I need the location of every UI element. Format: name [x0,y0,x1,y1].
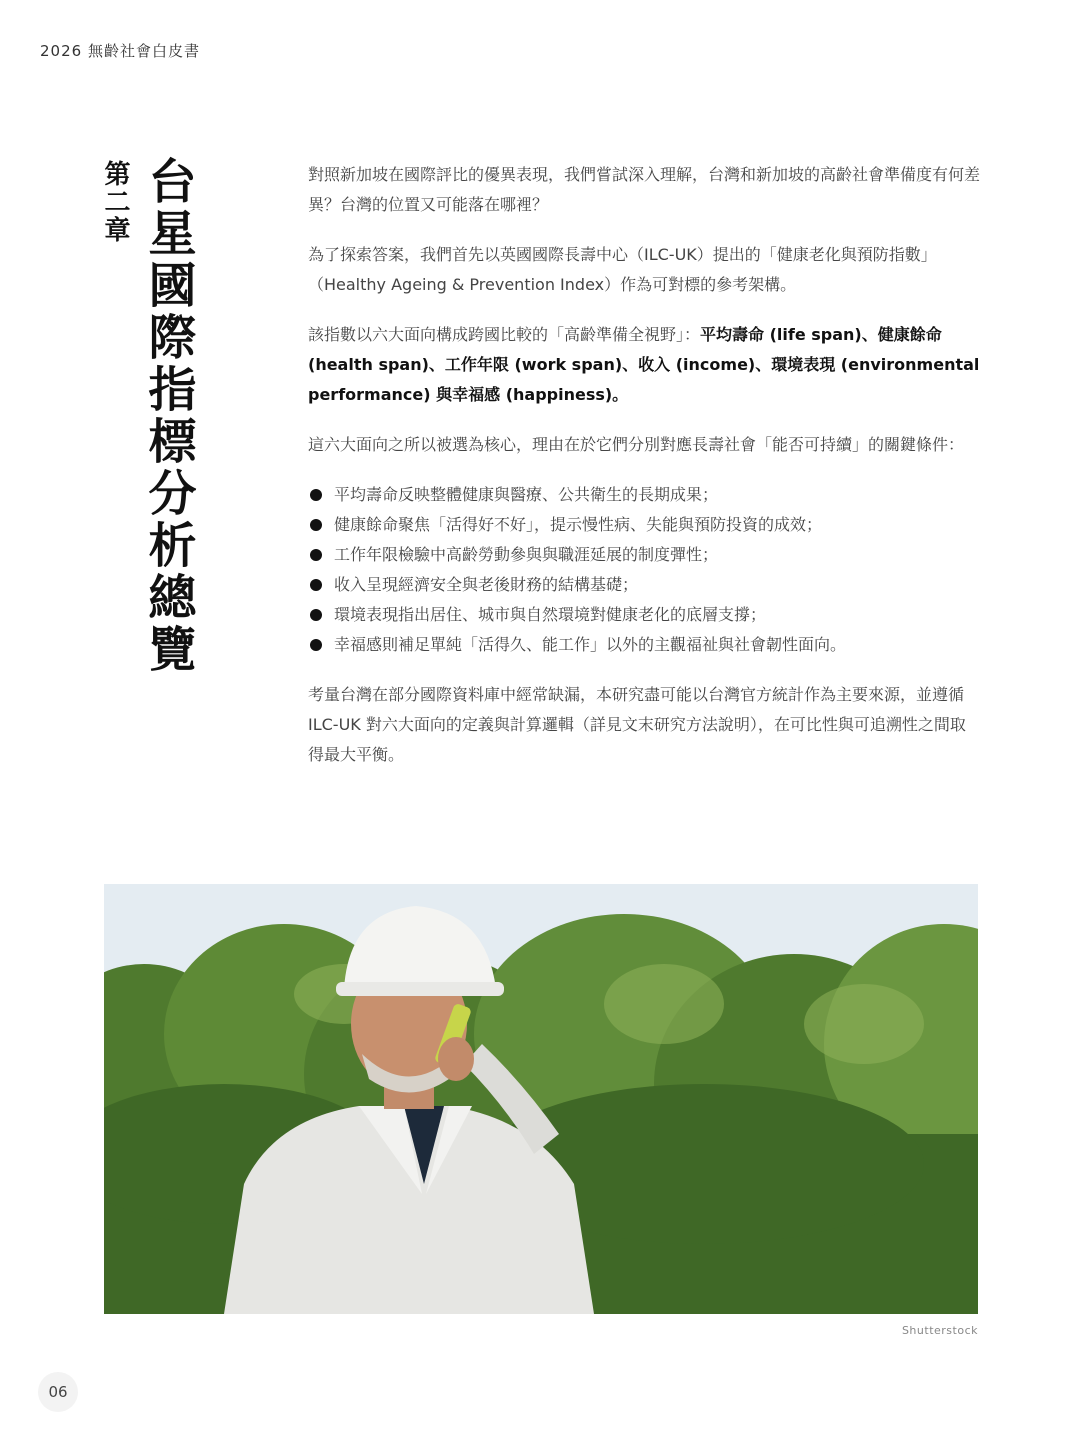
bullet-icon [310,519,322,531]
paragraph-2: 為了探索答案，我們首先以英國國際長壽中心（ILC-UK）提出的「健康老化與預防指數」（Healthy Ageing & Prevention Index）作為可對標的參考架構。 [308,245,937,294]
list-item-text: 幸福感則補足單純「活得久、能工作」以外的主觀福祉與社會韌性面向。 [334,635,847,654]
paragraph-4: 這六大面向之所以被選為核心，理由在於它們分別對應長壽社會「能否可持續」的關鍵條件： [308,435,965,454]
list-item-text: 工作年限檢驗中高齡勞動參與與職涯延展的制度彈性； [334,545,719,564]
bullet-icon [310,579,322,591]
paragraph-3-lead: 該指數以六大面向構成跨國比較的「高齡準備全視野」： [308,325,701,344]
page-number: 06 [38,1372,78,1412]
article-body [308,160,980,790]
bullet-icon [310,639,322,651]
paragraph-1: 對照新加坡在國際評比的優異表現，我們嘗試深入理解，台灣和新加坡的高齡社會準備度有何差異？台灣的位置又可能落在哪裡？ [308,165,981,214]
list-item [308,570,980,600]
list-item [308,630,980,660]
chapter-title: 台星國際指標分析總覽 [140,156,196,676]
chapter-number: 第二章 [100,160,130,244]
running-header: 2026 無齡社會白皮書 [40,42,200,60]
list-item-text: 平均壽命反映整體健康與醫療、公共衛生的長期成果； [334,485,719,504]
bullet-icon [310,489,322,501]
paragraph-3-dimensions: 平均壽命 (life span)、健康餘命 (health span)、工作年限 (work span)、收入 (income)、環境表現 (environmental performance) 與幸福感 (happiness)。 [308,325,980,404]
photo-credit: Shutterstock [901,1324,978,1337]
worker-photo [104,884,978,1314]
list-item [308,510,980,540]
dimension-list [308,480,980,660]
list-item-text: 收入呈現經濟安全與老後財務的結構基礎； [334,575,639,594]
list-item [308,540,980,570]
list-item-text: 健康餘命聚焦「活得好不好」，提示慢性病、失能與預防投資的成效； [334,515,823,534]
bullet-icon [310,609,322,621]
worker-photo-illustration [104,884,978,1314]
list-item-text: 環境表現指出居住、城市與自然環境對健康老化的底層支撐； [334,605,767,624]
list-item [308,480,980,510]
paragraph-5: 考量台灣在部分國際資料庫中經常缺漏，本研究盡可能以台灣官方統計作為主要來源，並遵循 ILC-UK 對六大面向的定義與計算邏輯（詳見文末研究方法說明），在可比性與可追溯性之間取得最大平衡。 [308,685,966,764]
list-item [308,600,980,630]
paragraph-3 [308,320,980,410]
bullet-icon [310,549,322,561]
